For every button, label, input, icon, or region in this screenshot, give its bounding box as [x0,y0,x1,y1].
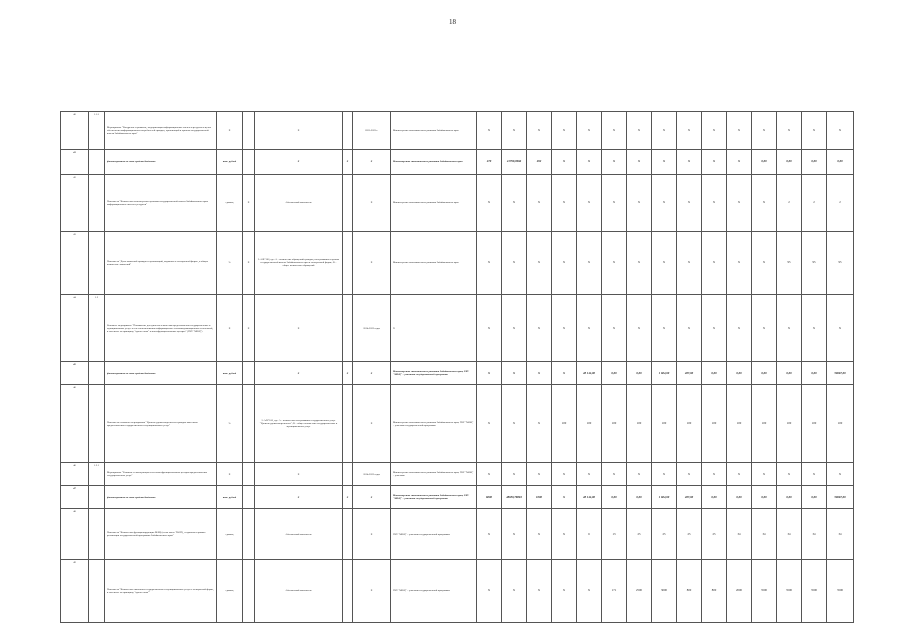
row-value: X [502,362,527,385]
table-row [61,112,854,150]
row-value: X [602,112,627,150]
row-value: X [477,509,502,559]
row-value: 2000 [727,559,752,622]
row-value: X [502,509,527,559]
row-value: 48 144,00 [577,486,602,509]
row-executor: X [391,294,477,361]
row-value: X [677,149,702,174]
row-value: X [552,231,577,294]
row-value: X [577,463,602,486]
row-value: 100 [777,385,802,463]
row-number: 49 [61,559,89,622]
row-value: 0,00 [802,486,827,509]
row-value: X [827,294,854,361]
row-col1 [243,385,255,463]
row-executor: ГКУ "МФЦ" – участник государственной программы [391,559,477,622]
row-value: 100 [727,385,752,463]
row-value: X [552,112,577,150]
table-row [61,463,854,486]
row-value: X [477,559,502,622]
row-formula: I=A/B*100, где: A – количество поступивших государственных услуг "Уровень удовлетворенности"; B – общее количество государственных и муниципальных услуг [255,385,343,463]
row-number: 43 [61,231,89,294]
row-number: 40 [61,112,89,150]
row-value: 2 [777,175,802,232]
table-row [61,362,854,385]
row-unit: тыс. рублей [217,486,243,509]
row-unit: тыс. рублей [217,149,243,174]
row-value: 48650,78863 [502,486,527,509]
row-value: X [677,463,702,486]
row-value: 100 [577,385,602,463]
row-value: X [527,463,552,486]
row-value: X [552,559,577,622]
row-value: 487,00 [677,362,702,385]
row-value: X [502,231,527,294]
row-value: 100 [552,385,577,463]
row-description: Показатель "Количество оказанных государственных и муниципальных услуг в электронной форме, в том числе по принципу "одного окна"" [105,559,217,622]
row-value: X [702,112,727,150]
row-col1: X [243,231,255,294]
row-value: 0,00 [752,362,777,385]
row-value: X [477,294,502,361]
row-value: X [552,509,577,559]
row-value: 95 [827,231,854,294]
row-value: X [752,294,777,361]
row-value: 0,00 [727,362,752,385]
row-description: финансирование за счет средств бюджета [105,486,217,509]
row-description: Показатель "Доля заявлений граждан и организаций, поданных в электронной форме, в общем количестве заявлений" [105,231,217,294]
row-value: X [627,463,652,486]
row-value: 100 [652,385,677,463]
row-value: X [527,231,552,294]
row-value: 3500 [827,559,854,622]
row-number: 42 [61,175,89,232]
row-value: X [802,294,827,361]
row-value: 50667,00 [827,486,854,509]
row-col1 [243,486,255,509]
row-col1 [243,362,255,385]
row-executor: Министерство экономического развития Забайкальского края; ГКУ "МФЦ" – участник [391,463,477,486]
row-value: 95 [802,231,827,294]
row-value: X [577,112,602,150]
row-value: 171 [602,559,627,622]
row-code: 1.2.1 [89,463,105,486]
row-description: Мероприятие "Развитие и эксплуатация сети многофункциональных центров предоставления государственных услуг" [105,463,217,486]
row-value: 0,00 [627,362,652,385]
row-value: X [602,175,627,232]
row-value: X [477,362,502,385]
row-value: X [727,149,752,174]
row-value: X [527,559,552,622]
row-value: 25 [652,509,677,559]
row-value: X [577,175,602,232]
row-col3 [343,559,353,622]
row-value: X [727,294,752,361]
row-number: 45 [61,362,89,385]
row-value: X [652,149,677,174]
row-value: X [602,463,627,486]
row-value: X [577,294,602,361]
row-col3 [343,175,353,232]
row-value: X [627,175,652,232]
row-value: 13 [602,509,627,559]
row-value: X [477,175,502,232]
row-value: 2 [827,175,854,232]
row-executor: Министерство экономического развития Забайкальского края [391,175,477,232]
row-value: X [602,149,627,174]
row-executor: Министерство экономического развития Забайкальского края [391,112,477,150]
row-value: 34 [727,509,752,559]
row-executor: Министерство экономического развития Забайкальского края [391,231,477,294]
row-description: финансирование за счет средств бюджета [105,362,217,385]
row-period: X [353,385,391,463]
row-value: X [802,112,827,150]
row-value: 1 604,00 [652,486,677,509]
row-code: 1.1.5 [89,112,105,150]
row-formula: Абсолютный показатель [255,509,343,559]
row-value: X [502,175,527,232]
row-value: X [652,175,677,232]
row-number: 41 [61,149,89,174]
row-value: X [502,463,527,486]
row-value: 6000 [477,486,502,509]
row-col1: X [243,294,255,361]
row-value: 3500 [802,559,827,622]
row-value: 1000 [527,486,552,509]
row-value: 50667,00 [827,362,854,385]
row-value: X [702,149,727,174]
row-value: X [727,112,752,150]
row-value: 34 [827,509,854,559]
table-row [61,509,854,559]
row-code [89,559,105,622]
row-value: X [677,231,702,294]
row-value: 2500 [627,559,652,622]
row-value: X [602,231,627,294]
row-value: 0,00 [777,486,802,509]
row-col3 [343,294,353,361]
row-value: X [552,149,577,174]
row-value: 95 [777,231,802,294]
table-row [61,385,854,463]
row-value: 0,00 [602,486,627,509]
row-value: X [527,509,552,559]
row-description: Показатель "Количество функционирующих МФЦ (в том числе ТОСП), созданных в рамках реализации государственной программы Забайкальского края" [105,509,217,559]
row-col1: X [243,175,255,232]
program-table [60,111,854,623]
row-col3 [343,231,353,294]
row-value: X [702,294,727,361]
row-unit: единиц [217,175,243,232]
row-formula: X [255,112,343,150]
row-col1 [243,509,255,559]
row-value: 25 [627,509,652,559]
row-col3 [343,112,353,150]
row-value: 0,00 [702,362,727,385]
row-number: 47 [61,486,89,509]
row-formula: Абсолютный показатель [255,175,343,232]
row-value: 100 [702,385,727,463]
row-number: 46 [61,463,89,486]
row-value: 0,00 [777,362,802,385]
row-value: 34 [777,509,802,559]
row-value: X [802,463,827,486]
row-value: 25 [702,509,727,559]
row-value: 800 [702,559,727,622]
row-value: 1 604,00 [652,362,677,385]
row-executor: Министерство экономического развития Забайкальского края; ГКУ "МФЦ" – участник государственной программы [391,385,477,463]
row-value: 0,00 [727,486,752,509]
row-value: 2 [802,175,827,232]
row-code [89,509,105,559]
row-value: X [477,231,502,294]
table-row [61,231,854,294]
row-value: X [777,294,802,361]
row-unit: X [217,294,243,361]
row-value: X [752,112,777,150]
row-col3: X [343,362,353,385]
row-value: X [602,294,627,361]
row-value: X [527,294,552,361]
row-value: X [677,294,702,361]
row-period: X [353,149,391,174]
row-value: 41799,0966 [502,149,527,174]
row-number: 48 [61,509,89,559]
row-value: 0,00 [827,149,854,174]
row-value: X [552,362,577,385]
row-col1 [243,149,255,174]
row-value: X [827,463,854,486]
row-value: X [677,175,702,232]
row-value: X [552,463,577,486]
row-period: X [353,559,391,622]
row-value: X [577,231,602,294]
row-executor: Министерство экономического развития Забайкальского края; ГКУ "МФЦ" – участник государственной программы [391,362,477,385]
row-value: X [477,385,502,463]
row-executor: Министерство экономического развития Забайкальского края; ГКУ "МФЦ" – участник государственной программы [391,486,477,509]
row-value: 100 [752,385,777,463]
row-period: X [353,175,391,232]
row-value: X [527,112,552,150]
table-row [61,294,854,361]
row-value: 0,00 [627,486,652,509]
row-code [89,231,105,294]
table-row [61,486,854,509]
row-number: 44 [61,294,89,361]
row-period: 2021-2023 г. [353,112,391,150]
row-value: X [552,175,577,232]
row-value: 0,00 [752,486,777,509]
row-value: X [677,112,702,150]
row-formula: X [255,486,343,509]
row-value: X [552,294,577,361]
row-value: X [777,463,802,486]
row-formula: X [255,463,343,486]
row-col1 [243,463,255,486]
row-period: 2014-2023 годы [353,294,391,361]
row-value: 0,00 [602,362,627,385]
row-formula: Абсолютный показатель [255,559,343,622]
row-value: 800 [677,559,702,622]
row-value: X [477,112,502,150]
row-value: X [552,486,577,509]
row-value: 3500 [777,559,802,622]
row-value: X [702,463,727,486]
row-value: X [527,385,552,463]
row-value: 48 144,00 [577,362,602,385]
row-value: X [652,294,677,361]
row-value: X [727,463,752,486]
row-code [89,175,105,232]
row-value: 3500 [752,559,777,622]
row-value: 100 [627,385,652,463]
row-value: X [752,463,777,486]
row-value: X [627,231,652,294]
row-value: 6 [577,509,602,559]
row-col3 [343,385,353,463]
row-executor: ГКУ "МФЦ" – участник государственной программы [391,509,477,559]
row-period: X [353,509,391,559]
row-value: X [577,149,602,174]
row-description: Показатель "Количество используемых органами государственной власти Забайкальского края информационных систем и ресурсов" [105,175,217,232]
row-formula: X [255,149,343,174]
row-formula: X [255,294,343,361]
row-value: X [652,112,677,150]
row-col3 [343,463,353,486]
row-value: 470 [477,149,502,174]
row-formula: X [255,362,343,385]
row-value: 0,00 [802,149,827,174]
row-value: X [502,294,527,361]
row-col3: X [343,149,353,174]
row-value: X [502,112,527,150]
row-value: 0,00 [702,486,727,509]
row-value: X [652,463,677,486]
row-description: Показатель основного мероприятия "Уровень удовлетворенности граждан качеством предоставления государственных и муниципальных услуг" [105,385,217,463]
table-row [61,175,854,232]
row-code: 1.2 [89,294,105,361]
row-period: X [353,231,391,294]
row-value: X [727,175,752,232]
row-col1 [243,559,255,622]
row-value: 0,00 [752,149,777,174]
row-col3 [343,509,353,559]
row-description: финансирование за счет средств бюджета [105,149,217,174]
row-description: Мероприятие "Внедрение и развитие, модернизация информационных систем и ресурсов в целях обеспечения информационных потребностей граждан, организаций и органов государственной власти Забайкальского края" [105,112,217,150]
row-col3: X [343,486,353,509]
row-value: 487,00 [677,486,702,509]
row-value: X [702,231,727,294]
row-value: 100 [827,385,854,463]
row-period: X [353,362,391,385]
row-value: 100 [677,385,702,463]
row-value: X [502,559,527,622]
row-unit: % [217,385,243,463]
row-unit: единиц [217,559,243,622]
table-row [61,149,854,174]
row-value: X [627,112,652,150]
row-value: X [777,112,802,150]
row-number: 46 [61,385,89,463]
row-value: 34 [752,509,777,559]
row-col1 [243,112,255,150]
row-value: X [652,231,677,294]
row-value: 202 [527,149,552,174]
row-value: 34 [802,509,827,559]
row-value: X [627,149,652,174]
row-unit: X [217,112,243,150]
row-value: X [502,385,527,463]
row-value: X [727,231,752,294]
row-code [89,486,105,509]
row-value: X [527,362,552,385]
row-value: X [752,231,777,294]
row-formula: I=A/B*100, где: A – количество обращений граждан, поступивших в органы государственной власти Забайкальского края в электронной форме; B – общее количество обращений [255,231,343,294]
row-code [89,362,105,385]
row-unit: тыс. рублей [217,362,243,385]
row-value: X [827,112,854,150]
row-unit: единиц [217,509,243,559]
row-executor: Министерство экономического развития Забайкальского края [391,149,477,174]
row-period: 2014-2023 годы [353,463,391,486]
table-row [61,559,854,622]
row-value: 0,00 [777,149,802,174]
row-description: Основное мероприятие "Повышение доступности и качества предоставления государственных и муниципальных услуг за счет использования информационно-телекоммуникационных технологий, в том числе по принципу "одного окна" в многофункциональных центрах" (ГКУ "МФЦ") [105,294,217,361]
row-value: X [752,175,777,232]
row-value: 3000 [652,559,677,622]
row-code [89,149,105,174]
row-value: 0,00 [802,362,827,385]
row-value: 100 [802,385,827,463]
row-unit: X [217,463,243,486]
row-unit: % [217,231,243,294]
row-value: X [702,175,727,232]
row-period: X [353,486,391,509]
row-value: 100 [602,385,627,463]
row-value: X [627,294,652,361]
row-value: 25 [677,509,702,559]
row-code [89,385,105,463]
row-value: X [577,559,602,622]
page-number: 18 [449,18,456,26]
row-value: X [477,463,502,486]
row-value: X [527,175,552,232]
